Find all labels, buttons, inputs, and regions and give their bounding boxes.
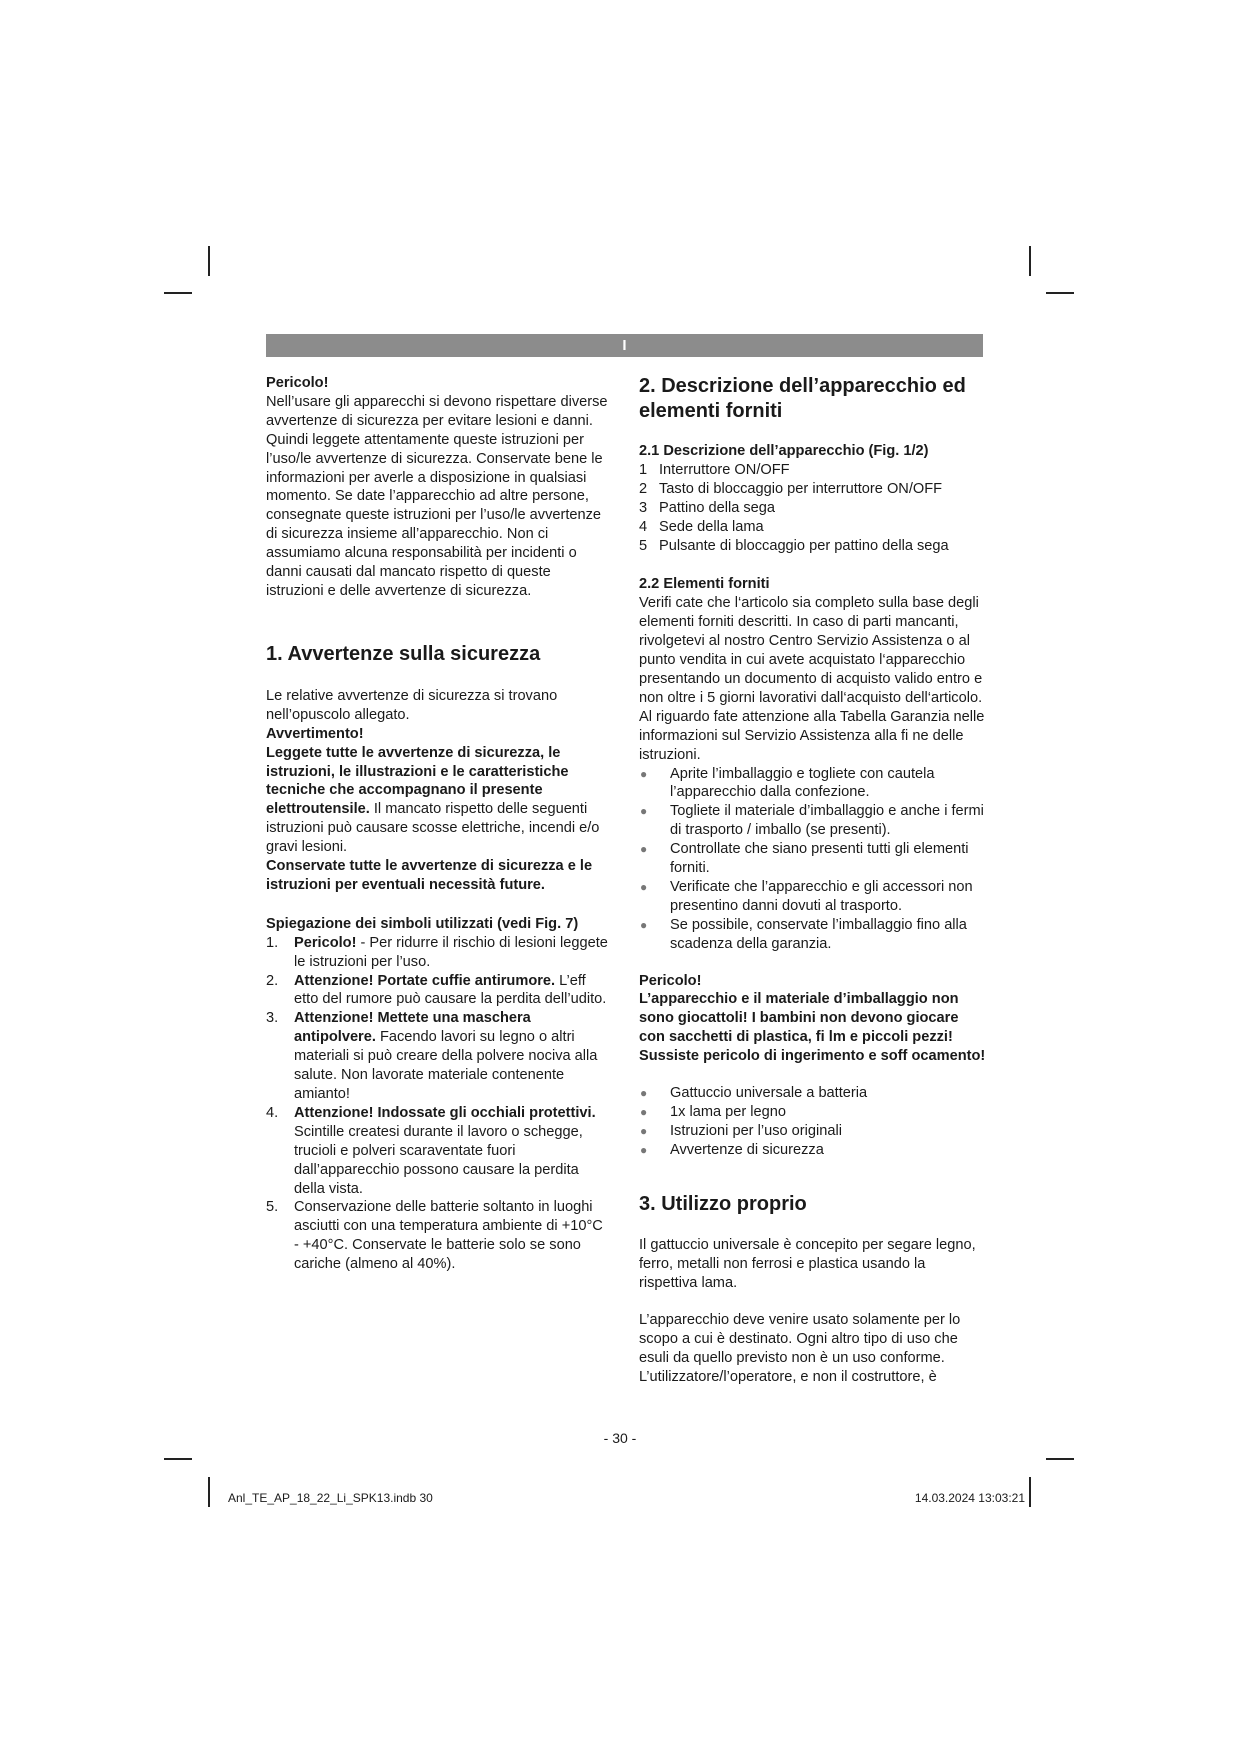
packaging-danger-text: L’apparecchio e il materiale d’imballaggio non sono giocattoli! I bambini non devono giocare con sacchetti di plastica, fi lm e piccoli pezzi! Sussiste pericolo di ingerimento e soff ocamento! xyxy=(639,991,986,1065)
symbol-item-5: 5. Conservazione delle batterie soltanto in luoghi asciutti con una temperatura ambiente di +10°C - +40°C. Conservate le batterie solo se sono cariche (almeno al 40%). xyxy=(266,1199,603,1273)
right-column xyxy=(639,374,987,1387)
section-2-heading: 2. Descrizione dell’apparecchio ed elementi forniti xyxy=(639,375,966,422)
language-tab-bar xyxy=(266,334,983,357)
part-item-5: 5 Pulsante di bloccaggio per pattino della sega xyxy=(639,537,949,554)
symbols-list xyxy=(266,934,611,1274)
bullet-icon: ● xyxy=(640,842,648,857)
section-1-heading: 1. Avvertenze sulla sicurezza xyxy=(266,642,541,665)
print-timestamp: 14.03.2024 13:03:21 xyxy=(914,1491,1025,1505)
file-name-slug: Anl_TE_AP_18_22_Li_SPK13.indb 30 xyxy=(228,1491,433,1505)
crop-mark-bottom-left-vertical xyxy=(208,1477,210,1507)
section-3-paragraph-2: L’apparecchio deve venire usato solamente per lo scopo a cui è destinato. Ogni altro tipo di uso che esuli da quello previsto non è un uso conforme. L’utilizzatore/l’operatore, e non il costruttore, è xyxy=(639,1312,961,1386)
checklist-item: ● Verificate che l’apparecchio e gli accessori non presentino danni dovuti al trasporto. xyxy=(640,878,973,914)
supplied-item: ● 1x lama per legno xyxy=(640,1104,787,1120)
page-number: - 30 - xyxy=(603,1430,637,1446)
part-item-2: 2 Tasto di bloccaggio per interruttore ON/OFF xyxy=(639,480,943,497)
bullet-icon: ● xyxy=(640,766,648,781)
warning-title: Avvertimento! xyxy=(266,725,364,742)
section-3-heading: 3. Utilizzo proprio xyxy=(639,1192,807,1215)
section-2-2-text: Verifi cate che l‘articolo sia completo sulla base degli elementi forniti descritti. In caso di parti mancanti, rivolgetevi al nostro Centro Servizio Assistenza o al punto vendita in cui avete acquistato l‘apparecchio presentando un documento di acquisto valido entro e non oltre i 5 giorni lavorativi dall‘acquisto dell‘articolo. Al riguardo fate attenzione alla Tabella Garanzia nelle informazioni sul Servizio Assistenza alla fi ne delle istruzioni. xyxy=(639,595,985,763)
bullet-icon: ● xyxy=(640,804,648,819)
checklist-item: ● Se possibile, conservate l’imballaggio fino alla scadenza della garanzia. xyxy=(640,916,967,952)
warning-bold-text: Leggete tutte le avvertenze di sicurezza, le istruzioni, le illustrazioni e le caratteristiche tecniche che accompagnano il presente elettroutensile. xyxy=(266,744,569,818)
section-2-2-title: 2.2 Elementi forniti xyxy=(639,576,770,593)
intro-danger-text: Nell’usare gli apparecchi si devono rispettare diverse avvertenze di sicurezza per evitare lesioni e danni. Quindi leggete attentamente queste istruzioni per l’uso/le avvertenze di sicurezza. Conservate bene le informazioni per averle a disposizione in qualsiasi momento. Se date l’apparecchio ad altre persone, consegnate queste istruzioni per l’uso/le avvertenze di sicurezza insieme all’apparecchio. Non ci assumiamo alcuna responsabilità per incidenti o danni causati dal mancato rispetto di queste istruzioni e delle avvertenze di sicurezza. xyxy=(266,393,608,599)
bullet-icon: ● xyxy=(640,1142,648,1157)
symbols-title: Spiegazione dei simboli utilizzati (vedi Fig. 7) xyxy=(266,915,579,932)
bullet-icon: ● xyxy=(640,1086,648,1101)
section-3-intended-use xyxy=(639,1192,987,1387)
warning-regular-text: Il mancato rispetto delle seguenti istruzioni può causare scosse elettriche, incendi e/o gravi lesioni. xyxy=(266,801,600,856)
supplied-item: ● Avvertenze di sicurezza xyxy=(640,1141,824,1158)
crop-mark-bottom-right-horizontal xyxy=(1046,1458,1074,1460)
part-item-1: 1 Interruttore ON/OFF xyxy=(639,461,790,478)
bullet-icon: ● xyxy=(640,1123,648,1138)
crop-mark-top-right-horizontal xyxy=(1046,292,1074,294)
bullet-icon: ● xyxy=(640,879,648,894)
supplied-item: ● Istruzioni per l’uso originali xyxy=(640,1122,842,1139)
supplied-item: ● Gattuccio universale a batteria xyxy=(640,1085,868,1102)
symbol-item-4: 4. Attenzione! Indossate gli occhiali protettivi. Scintille createsi durante il lavoro o schegge, trucioli e polveri scaraventate fuori dall’apparecchio possono causare la perdita della vista. xyxy=(266,1104,596,1197)
bullet-icon: ● xyxy=(640,917,648,932)
unpacking-checklist xyxy=(639,765,987,954)
crop-mark-bottom-left-horizontal xyxy=(164,1458,192,1460)
intro-danger-title: Pericolo! xyxy=(266,375,329,391)
crop-mark-top-left-horizontal xyxy=(164,292,192,294)
part-item-3: 3 Pattino della sega xyxy=(639,499,776,516)
checklist-item: ● Controllate che siano presenti tutti gli elementi forniti. xyxy=(640,841,969,877)
crop-mark-top-right-vertical xyxy=(1029,246,1031,276)
language-tab-label: I xyxy=(622,337,627,354)
packaging-danger-title: Pericolo! xyxy=(639,972,702,989)
symbol-item-1: 1. Pericolo! - Per ridurre il rischio di lesioni leggete le istruzioni per l’uso. xyxy=(266,934,608,970)
keep-instructions-note: Conservate tutte le avvertenze di sicurezza e le istruzioni per eventuali necessità future. xyxy=(266,858,593,893)
section-1-safety xyxy=(266,642,611,1274)
crop-mark-top-left-vertical xyxy=(208,246,210,276)
section-2-description xyxy=(639,374,987,1160)
section-1-intro: Le relative avvertenze di sicurezza si trovano nell’opuscolo allegato. xyxy=(266,687,558,723)
bullet-icon: ● xyxy=(640,1105,648,1119)
section-3-paragraph-1: Il gattuccio universale è concepito per segare legno, ferro, metalli non ferrosi e plastica usando la rispettiva lama. xyxy=(639,1236,976,1291)
intro-danger-block xyxy=(266,374,611,601)
checklist-item: ● Togliete il materiale d’imballaggio e anche i fermi di trasporto / imballo (se presenti). xyxy=(640,803,984,839)
part-item-4: 4 Sede della lama xyxy=(639,518,764,535)
warning-paragraph xyxy=(266,744,611,857)
symbol-item-3: 3. Attenzione! Mettete una maschera antipolvere. Facendo lavori su legno o altri materiali si può creare della polvere nociva alla salute. Non lavorate materiale contenente amianto! xyxy=(266,1010,598,1102)
symbol-item-2: 2. Attenzione! Portate cuffie antirumore. L’eff etto del rumore può causare la perdita dell’udito. xyxy=(266,972,607,1008)
checklist-item: ● Aprite l’imballaggio e togliete con cautela l’apparecchio dalla confezione. xyxy=(640,765,935,801)
section-2-1-title: 2.1 Descrizione dell’apparecchio (Fig. 1/2) xyxy=(639,443,929,459)
supplied-items-list xyxy=(639,1084,987,1160)
crop-mark-bottom-right-vertical xyxy=(1029,1477,1031,1507)
left-column xyxy=(266,374,611,1274)
parts-list xyxy=(639,461,987,556)
